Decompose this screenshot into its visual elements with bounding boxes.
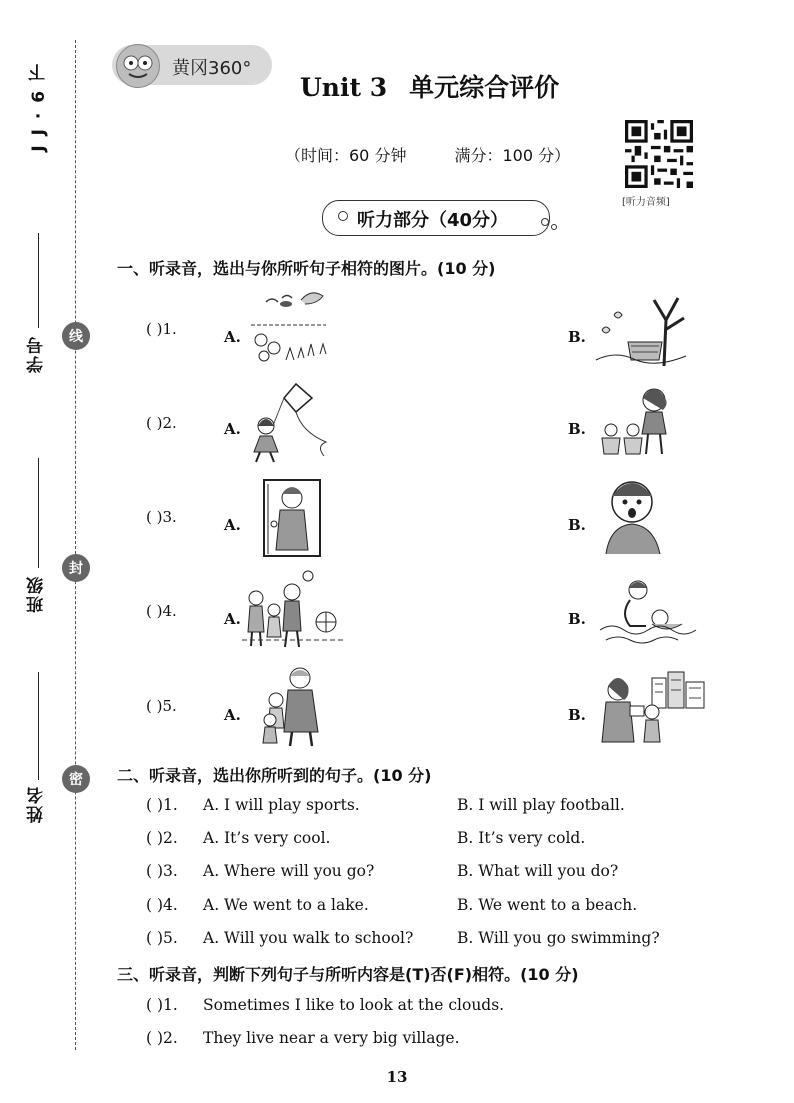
time-limit: （时间：60 分钟 xyxy=(285,146,407,165)
option-b-label: B. xyxy=(568,610,586,628)
full-score: 满分：100 分） xyxy=(454,146,571,165)
qr-code-icon[interactable] xyxy=(625,120,693,188)
time-score-line xyxy=(285,143,570,166)
student-id-field[interactable] xyxy=(38,233,39,328)
option-a-label: A. xyxy=(224,328,241,346)
option-a-label: A. xyxy=(224,516,241,534)
name-label: 姓名 xyxy=(27,785,47,823)
page-title xyxy=(300,68,559,104)
girl-with-flower-pots-picture[interactable] xyxy=(598,382,678,462)
autumn-tree-basket-picture[interactable] xyxy=(594,290,690,368)
unit-label: Unit 3 xyxy=(300,73,388,102)
qr-caption: [听力音频] xyxy=(622,197,670,208)
page-number: 13 xyxy=(386,1068,408,1086)
answer-blank[interactable]: ( )3. xyxy=(146,862,178,880)
class-field[interactable] xyxy=(38,458,39,568)
option-b-label: B. xyxy=(568,328,586,346)
answer-blank[interactable]: ( )1. xyxy=(146,796,178,814)
statement: They live near a very big village. xyxy=(203,1029,460,1047)
part1-heading: 一、听录音，选出与你所听句子相符的图片。(10 分) xyxy=(117,259,496,278)
family-at-beach-picture[interactable] xyxy=(242,570,346,650)
option-b-label: B. xyxy=(568,420,586,438)
flowers-birds-picture[interactable] xyxy=(246,290,336,368)
brand-mascot-icon xyxy=(116,44,160,88)
girl-flying-kite-picture[interactable] xyxy=(248,380,334,464)
edition-label: J J · 6 下 xyxy=(29,62,49,152)
answer-blank[interactable]: ( )2. xyxy=(146,1029,178,1047)
option-b-label: B. xyxy=(568,516,586,534)
banner-dot-icon xyxy=(338,211,348,221)
part3-heading: 三、听录音，判断下列句子与所听内容是(T)否(F)相符。(10 分) xyxy=(117,965,579,984)
name-field[interactable] xyxy=(38,672,39,780)
banner-dot-icon xyxy=(541,218,549,226)
title-zh: 单元综合评价 xyxy=(409,73,560,102)
option-b: B. I will play football. xyxy=(457,796,625,814)
option-b: B. Will you go swimming? xyxy=(457,929,660,947)
answer-blank[interactable]: ( )5. xyxy=(146,929,178,947)
option-a-label: A. xyxy=(224,706,241,724)
option-a-label: A. xyxy=(224,610,241,628)
option-a: A. I will play sports. xyxy=(203,796,360,814)
option-a: A. Will you walk to school? xyxy=(203,929,414,947)
answer-blank[interactable]: ( )3. xyxy=(146,508,177,526)
swimming-boy-picture[interactable] xyxy=(598,578,698,644)
answer-blank[interactable]: ( )1. xyxy=(146,320,177,338)
seal-line: 线 xyxy=(62,322,90,350)
option-a: A. It’s very cool. xyxy=(203,829,331,847)
answer-blank[interactable]: ( )2. xyxy=(146,829,178,847)
part2-heading: 二、听录音，选出你所听到的句子。(10 分) xyxy=(117,766,432,785)
class-label: 班级 xyxy=(27,575,47,613)
seal-secret: 密 xyxy=(62,765,90,793)
option-b: B. It’s very cold. xyxy=(457,829,586,847)
option-b-label: B. xyxy=(568,706,586,724)
listening-banner: 听力部分（40分） xyxy=(357,210,509,231)
banner-dot-icon xyxy=(551,224,557,230)
statement: Sometimes I like to look at the clouds. xyxy=(203,996,505,1014)
answer-blank[interactable]: ( )4. xyxy=(146,896,178,914)
brand-text: 黄冈360° xyxy=(172,58,252,79)
answer-blank[interactable]: ( )4. xyxy=(146,602,177,620)
man-at-door-picture[interactable] xyxy=(260,476,326,558)
teacher-and-student-city-picture[interactable] xyxy=(598,670,710,746)
student-id-label: 学号 xyxy=(27,335,47,373)
option-a: A. We went to a lake. xyxy=(203,896,369,914)
seal-seal: 封 xyxy=(62,554,90,582)
option-a-label: A. xyxy=(224,420,241,438)
option-a: A. Where will you go? xyxy=(203,862,375,880)
answer-blank[interactable]: ( )5. xyxy=(146,697,177,715)
answer-blank[interactable]: ( )1. xyxy=(146,996,178,1014)
grandpa-and-kids-picture[interactable] xyxy=(256,664,330,748)
option-b: B. We went to a beach. xyxy=(457,896,638,914)
binding-dashed-line xyxy=(75,40,76,1050)
surprised-man-picture[interactable] xyxy=(600,476,666,556)
answer-blank[interactable]: ( )2. xyxy=(146,414,177,432)
option-b: B. What will you do? xyxy=(457,862,619,880)
